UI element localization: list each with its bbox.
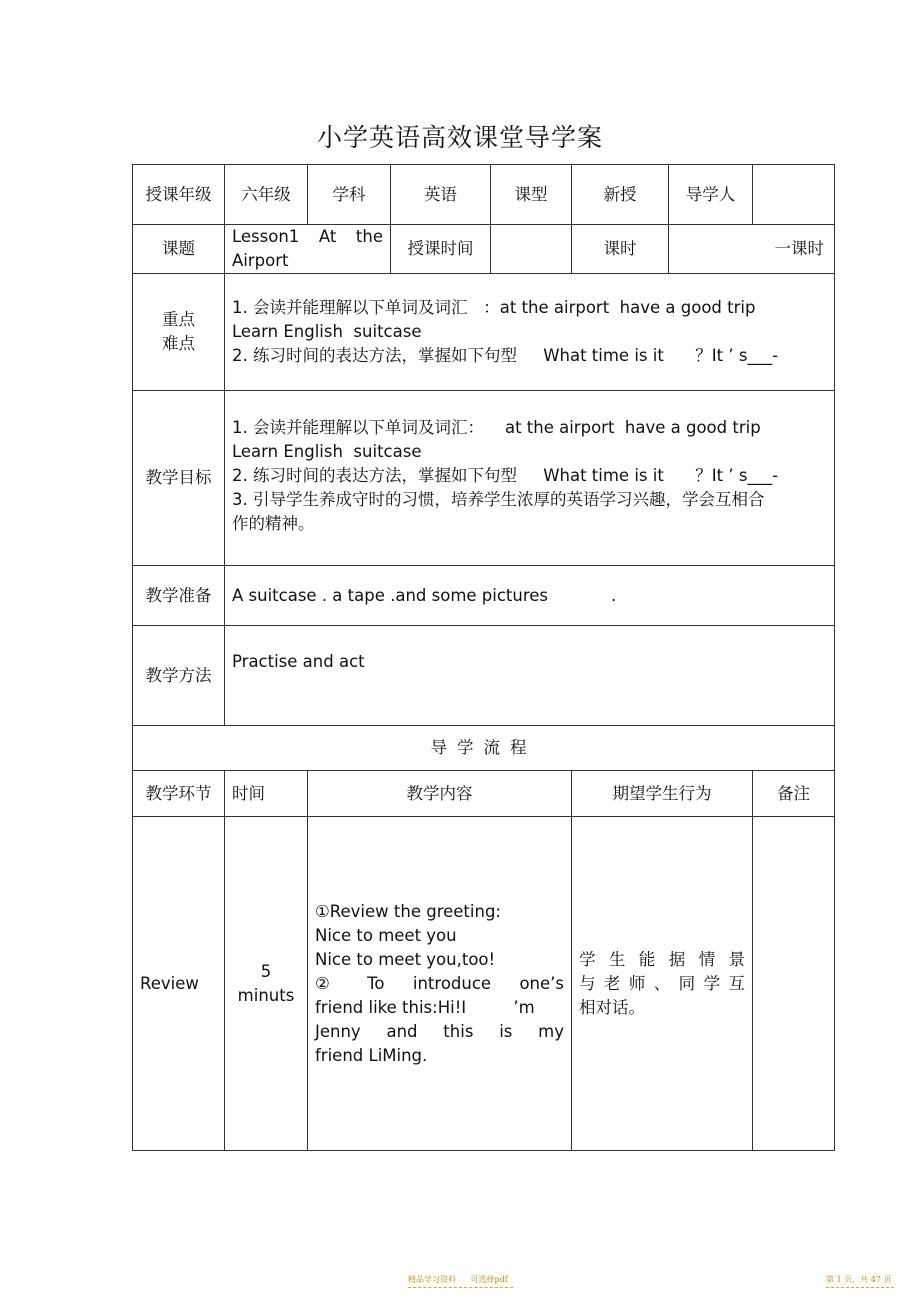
page-number: 第 1 页，共 47 页 xyxy=(826,1275,892,1284)
preparation-value: A suitcase . a tape .and some pictures . xyxy=(225,566,835,626)
period-label: 课时 xyxy=(572,225,669,274)
stage-cell: Review xyxy=(133,817,225,1151)
flow-title: 导学流程 xyxy=(133,726,835,771)
footer-left xyxy=(408,1274,520,1285)
lesson-time-value xyxy=(491,225,572,274)
objectives-line: Learn English suitcase xyxy=(232,442,422,461)
content-line: Nice to meet you xyxy=(315,925,457,945)
footer-left-text-2: 可选择pdf xyxy=(470,1275,508,1284)
lesson-plan-table xyxy=(132,164,835,1151)
subject-label: 学科 xyxy=(308,165,391,225)
key-points-line: 1. 会读并能理解以下单词及词汇 ：at the airport have a good trip xyxy=(232,298,756,317)
time-unit: minuts xyxy=(237,985,295,1005)
flow-header-time: 时间 xyxy=(225,771,308,817)
topic-label: 课题 xyxy=(133,225,225,274)
guide-value xyxy=(753,165,835,225)
objectives-line: 2. 练习时间的表达方法，掌握如下句型 What time is it ？It ’ s___- xyxy=(232,466,779,485)
objectives-line: 3. 引导学生养成守时的习惯，培养学生浓厚的英语学习兴趣，学会互相合 xyxy=(232,490,765,509)
grade-label: 授课年级 xyxy=(133,165,225,225)
content-line: ② To introduce one’s xyxy=(315,973,564,993)
key-points-content xyxy=(225,274,835,391)
behavior-line: 与老师、同学互 xyxy=(579,973,745,993)
flow-title-row xyxy=(133,726,835,771)
topic-value xyxy=(225,225,391,274)
behavior-cell xyxy=(572,817,753,1151)
key-points-row xyxy=(133,274,835,391)
content-line: Jenny and this is my xyxy=(315,1021,564,1041)
content-line: friend like this:Hi!I ’m xyxy=(315,997,535,1017)
topic-value-line2: Airport xyxy=(232,251,289,270)
flow-header-content: 教学内容 xyxy=(308,771,572,817)
type-label: 课型 xyxy=(491,165,572,225)
objectives-label: 教学目标 xyxy=(133,391,225,566)
content-line: Nice to meet you,too! xyxy=(315,949,496,969)
footer-right-divider xyxy=(826,1287,894,1288)
behavior-line: 相对话。 xyxy=(579,997,645,1017)
method-row xyxy=(133,626,835,726)
footer-left-text-1: 精品学习资料 xyxy=(408,1275,456,1284)
flow-header-behavior: 期望学生行为 xyxy=(572,771,753,817)
header-row xyxy=(133,165,835,225)
period-value: 一课时 xyxy=(669,225,835,274)
objectives-line: 1. 会读并能理解以下单词及词汇： at the airport have a good trip xyxy=(232,418,761,437)
objectives-line: 作的精神。 xyxy=(232,514,315,533)
key-points-label-line2: 难点 xyxy=(162,334,195,353)
content-line: friend LiMing. xyxy=(315,1045,428,1065)
key-points-label-line1: 重点 xyxy=(162,310,195,329)
key-points-line: Learn English suitcase xyxy=(232,322,422,341)
key-points-line: 2. 练习时间的表达方法，掌握如下句型 What time is it ？It ’ s___- xyxy=(232,346,779,365)
remark-cell xyxy=(753,817,835,1151)
time-cell xyxy=(225,817,308,1151)
preparation-label: 教学准备 xyxy=(133,566,225,626)
content-line: ①Review the greeting: xyxy=(315,901,501,921)
key-points-label xyxy=(133,274,225,391)
flow-header-row xyxy=(133,771,835,817)
lesson-time-label: 授课时间 xyxy=(391,225,491,274)
objectives-content xyxy=(225,391,835,566)
time-value: 5 xyxy=(260,961,272,981)
document-title: 小学英语高效课堂导学案 xyxy=(316,123,603,152)
guide-label: 导学人 xyxy=(669,165,753,225)
method-label: 教学方法 xyxy=(133,626,225,726)
flow-header-remark: 备注 xyxy=(753,771,835,817)
objectives-row xyxy=(133,391,835,566)
flow-header-stage: 教学环节 xyxy=(133,771,225,817)
method-value: Practise and act xyxy=(225,626,835,726)
type-value: 新授 xyxy=(572,165,669,225)
subject-value: 英语 xyxy=(391,165,491,225)
behavior-line: 学生能据情景 xyxy=(579,949,745,969)
footer-left-divider xyxy=(408,1287,513,1288)
preparation-row xyxy=(133,566,835,626)
topic-row xyxy=(133,225,835,274)
topic-value-line1: Lesson1 At the xyxy=(232,227,383,246)
grade-value: 六年级 xyxy=(225,165,308,225)
content-cell xyxy=(308,817,572,1151)
flow-review-row xyxy=(133,817,835,1151)
